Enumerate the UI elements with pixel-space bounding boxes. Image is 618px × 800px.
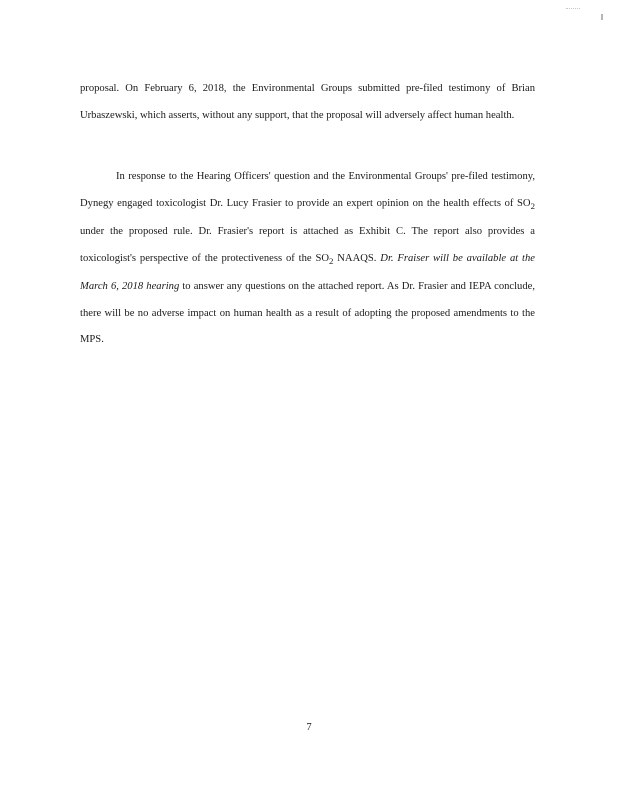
paragraph-2-part-1: In response to the Hearing Officers' question and the Environmental Groups' pre-filed testimony, Dynegy engaged toxicologist Dr. Lucy Frasier to provide an expert opinion on the health effects of SO	[80, 171, 535, 209]
paragraph-2-part-4: to answer any questions on the attached report. As Dr. Frasier and IEPA conclude, there will be no adverse impact on human health as a result of adopting the proposed amendments to the MPS.	[80, 281, 535, 346]
paragraph-2-part-3: NAAQS.	[333, 252, 381, 264]
scan-artifact-mark	[601, 14, 603, 20]
paragraph-1-text: proposal. On February 6, 2018, the Environmental Groups submitted pre-filed testimony of Brian Urbaszewski, which asserts, without any support, that the proposal will adversely affect human health.	[80, 83, 535, 121]
paragraph-1	[80, 76, 535, 129]
subscript-2a: 2	[530, 200, 535, 211]
paragraph-2	[80, 164, 535, 354]
subscript-2b: 2	[329, 255, 334, 266]
scan-artifact-dots	[566, 8, 580, 11]
paragraph-2-italic: Dr. Fraiser will be available at the March 6, 2018 hearing	[80, 252, 535, 293]
paragraph-2-part-2: under the proposed rule. Dr. Frasier's report is attached as Exhibit C. The report also provides a toxicologist's perspective of the protectiveness of the SO	[80, 226, 535, 264]
page-number: 7	[306, 722, 312, 733]
